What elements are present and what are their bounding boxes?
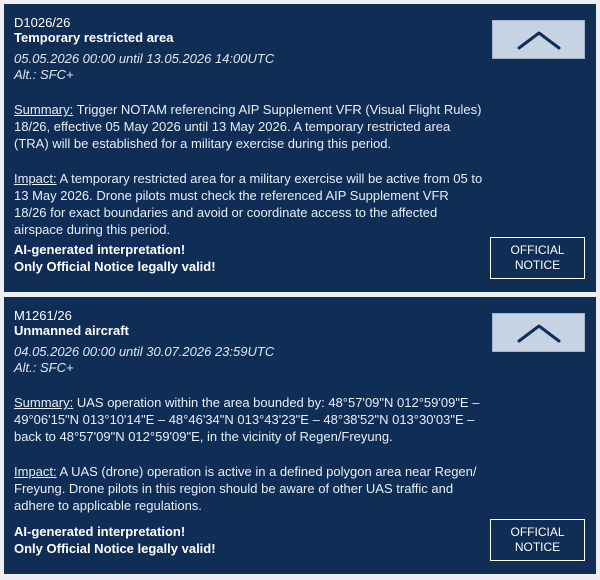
disclaimer-line-1: AI-generated interpretation! xyxy=(14,242,186,257)
impact-label: Impact: xyxy=(14,171,57,186)
notam-impact xyxy=(14,463,484,514)
notam-card xyxy=(4,297,596,574)
impact-text: A temporary restricted area for a military exercise will be active from 05 to 13 May 2026. Drone pilots must check the referenced AIP Supplement VFR 18/26 for exact boundaries and avoid or coordinate access to the affected airspace during this period. xyxy=(14,171,483,237)
notam-card xyxy=(4,4,596,292)
notam-id: M1261/26 xyxy=(14,308,72,323)
notam-summary xyxy=(14,101,484,152)
summary-label: Summary: xyxy=(14,395,74,410)
notam-validity: 04.05.2026 00:00 until 30.07.2026 23:59UTC xyxy=(14,344,275,359)
ai-disclaimer xyxy=(14,241,216,275)
disclaimer-line-2: Only Official Notice legally valid! xyxy=(14,541,216,556)
summary-text: UAS operation within the area bounded by: 48°57'09"N 012°59'09"E – 49°06'15"N 013°10'14"E – 48°46'34"N 013°43'23"E – 48°38'52"N 013°30'03"E – back to 48°57'09"N 012°59'09"E, in the vicinity of Regen/Freyung. xyxy=(14,395,480,444)
impact-label: Impact: xyxy=(14,464,57,479)
chevron-up-icon xyxy=(517,30,561,50)
ai-disclaimer xyxy=(14,523,216,557)
disclaimer-line-1: AI-generated interpretation! xyxy=(14,524,186,539)
disclaimer-line-2: Only Official Notice legally valid! xyxy=(14,259,216,274)
notam-impact xyxy=(14,170,484,238)
collapse-button[interactable] xyxy=(492,313,585,352)
impact-text: A UAS (drone) operation is active in a defined polygon area near Regen/ Freyung. Drone pilots in this region should be aware of other UAS traffic and adhere to applicable regulations. xyxy=(14,464,477,513)
summary-text: Trigger NOTAM referencing AIP Supplement VFR (Visual Flight Rules) 18/26, effective 05 May 2026 until 13 May 2026. A temporary restricted area (TRA) will be established for a military exercise during this period. xyxy=(14,102,482,151)
notam-title: Temporary restricted area xyxy=(14,30,174,45)
notam-altitude: Alt.: SFC+ xyxy=(14,360,74,375)
official-notice-button[interactable]: OFFICIAL NOTICE xyxy=(490,237,585,279)
summary-label: Summary: xyxy=(14,102,74,117)
notam-id: D1026/26 xyxy=(14,15,71,30)
notam-altitude: Alt.: SFC+ xyxy=(14,67,74,82)
collapse-button[interactable] xyxy=(492,20,585,59)
notam-title: Unmanned aircraft xyxy=(14,323,129,338)
chevron-up-icon xyxy=(517,323,561,343)
official-notice-button[interactable]: OFFICIAL NOTICE xyxy=(490,519,585,561)
notam-list xyxy=(4,4,596,579)
notam-validity: 05.05.2026 00:00 until 13.05.2026 14:00UTC xyxy=(14,51,275,66)
notam-summary xyxy=(14,394,484,445)
